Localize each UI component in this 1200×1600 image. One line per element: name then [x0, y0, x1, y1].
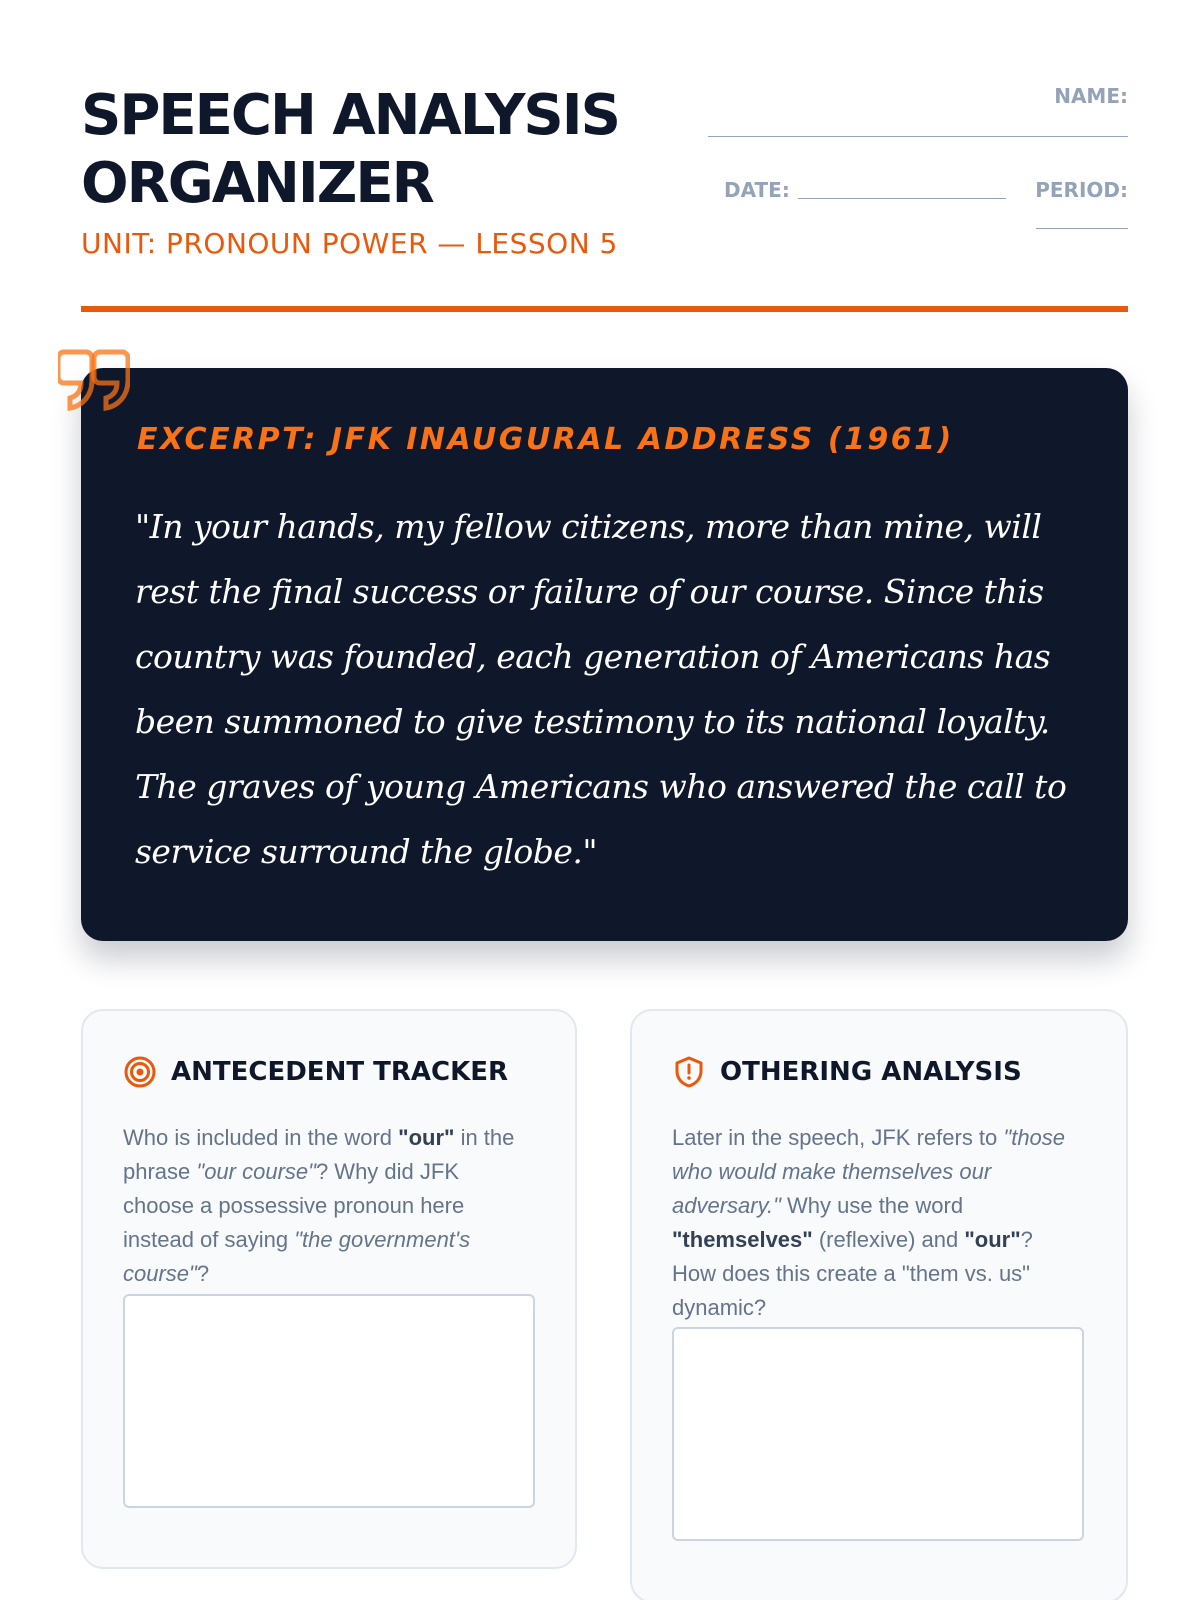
- period-field[interactable]: [1036, 228, 1128, 229]
- shield-alert-icon: [672, 1055, 706, 1089]
- answer-box[interactable]: [672, 1327, 1084, 1541]
- prompt-emphasis: "our": [964, 1227, 1021, 1252]
- unit-subtitle: UNIT: PRONOUN POWER — LESSON 5: [81, 227, 618, 260]
- prompt-text: Why use the word: [780, 1193, 964, 1218]
- antecedent-tracker-card: [81, 1009, 577, 1569]
- excerpt-text: "In your hands, my fellow citizens, more than mine, will rest the final success or failure of our course. Since this country was founded, each generation of Americans has been summoned to give testimony to its national loyalty. The graves of young Americans who answered the call to service surround the globe.": [135, 507, 1067, 871]
- header-divider: [81, 306, 1128, 312]
- prompt-emphasis: "the government's course": [123, 1227, 471, 1286]
- prompt-text: (reflexive) and: [812, 1227, 965, 1252]
- period-label: PERIOD:: [1035, 178, 1128, 202]
- worksheet-header: [81, 82, 1128, 317]
- excerpt-title: EXCERPT: JFK INAUGURAL ADDRESS (1961): [137, 422, 954, 457]
- question-prompt: [672, 1121, 1082, 1325]
- quote-icon: [58, 346, 130, 418]
- prompt-text: ? How does this create a "them vs. us" dynamic?: [672, 1227, 1033, 1320]
- prompt-emphasis: "our": [398, 1125, 455, 1150]
- card-header: [672, 1055, 1022, 1089]
- card-header: [123, 1055, 508, 1089]
- prompt-text: ? Why did JFK choose a possessive pronoun here instead of saying: [123, 1159, 465, 1252]
- page-title: SPEECH ANALYSIS ORGANIZER: [81, 83, 619, 216]
- target-icon: [123, 1055, 157, 1089]
- excerpt-panel: [81, 368, 1128, 941]
- name-field[interactable]: [708, 136, 1128, 137]
- prompt-emphasis: "our course": [196, 1159, 316, 1184]
- student-info: [688, 82, 1128, 242]
- prompt-emphasis: "themselves": [672, 1227, 813, 1252]
- prompt-emphasis: "those who would make themselves our adversary.": [672, 1125, 1066, 1218]
- card-title: OTHERING ANALYSIS: [720, 1057, 1022, 1087]
- prompt-text: Who is included in the word: [123, 1125, 399, 1150]
- prompt-text: Later in the speech, JFK refers to: [672, 1125, 1004, 1150]
- prompt-text: in the phrase: [123, 1125, 515, 1184]
- date-label: DATE:: [724, 178, 790, 202]
- question-prompt: [123, 1121, 533, 1291]
- othering-analysis-card: [630, 1009, 1128, 1600]
- name-label: NAME:: [1054, 84, 1128, 108]
- answer-box[interactable]: [123, 1294, 535, 1508]
- date-field[interactable]: [798, 198, 1006, 199]
- card-title: ANTECEDENT TRACKER: [171, 1057, 508, 1087]
- prompt-text: ?: [196, 1261, 210, 1286]
